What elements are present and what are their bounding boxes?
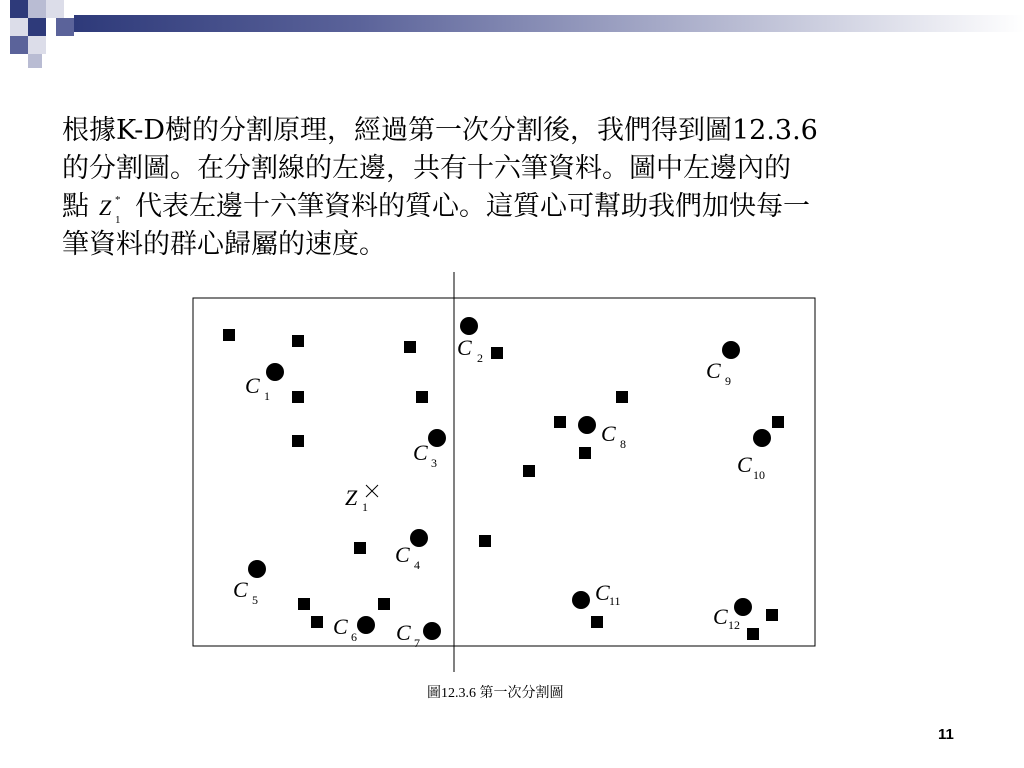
- data-point: [772, 416, 784, 428]
- paragraph-line-4: 筆資料的群心歸屬的速度。: [62, 229, 386, 260]
- center-label-c4-letter: C: [395, 542, 410, 567]
- centroid-symbol-letter: Z: [99, 195, 112, 220]
- centroid-cross-icon: [366, 485, 378, 497]
- centroid-symbol-sub: 1: [115, 214, 121, 226]
- cluster-center-c10: [753, 429, 771, 447]
- center-label-c11-sub: 11: [609, 594, 621, 608]
- data-point: [292, 435, 304, 447]
- data-point: [311, 616, 323, 628]
- center-label-c1-sub: 1: [264, 389, 270, 403]
- center-label-c8-letter: C: [601, 421, 616, 446]
- data-point: [223, 329, 235, 341]
- data-point: [523, 465, 535, 477]
- center-label-c4-sub: 4: [414, 558, 420, 572]
- data-point: [554, 416, 566, 428]
- data-point: [354, 542, 366, 554]
- centroid-label-letter: Z: [345, 485, 358, 510]
- data-point: [416, 391, 428, 403]
- center-label-c6-letter: C: [333, 614, 348, 639]
- cluster-center-c5: [248, 560, 266, 578]
- cluster-center-c8: [578, 416, 596, 434]
- data-point: [292, 335, 304, 347]
- center-label-c5-sub: 5: [252, 593, 258, 607]
- center-label-c9-sub: 9: [725, 374, 731, 388]
- center-label-c3-letter: C: [413, 440, 428, 465]
- center-label-c7-sub: 7: [414, 636, 420, 650]
- cluster-center-c11: [572, 591, 590, 609]
- cluster-center-c6: [357, 616, 375, 634]
- center-label-c2-sub: 2: [477, 351, 483, 365]
- center-label-c12-sub: 12: [728, 618, 740, 632]
- data-point: [378, 598, 390, 610]
- data-point: [579, 447, 591, 459]
- page-number: 11: [938, 726, 954, 743]
- center-label-c3-sub: 3: [431, 456, 437, 470]
- data-point: [292, 391, 304, 403]
- cluster-center-c9: [722, 341, 740, 359]
- data-point: [591, 616, 603, 628]
- paragraph-line-3-end: 代表左邊十六筆資料的質心。這質心可幫助我們加快每一: [135, 191, 810, 222]
- cluster-center-c4: [410, 529, 428, 547]
- center-label-c12-letter: C: [713, 604, 728, 629]
- center-label-c5-letter: C: [233, 577, 248, 602]
- cluster-center-c12: [734, 598, 752, 616]
- centroid-symbol-sup: *: [115, 194, 121, 206]
- center-label-c2-letter: C: [457, 335, 472, 360]
- center-label-c1-letter: C: [245, 373, 260, 398]
- paragraph-line-3-start: 點: [62, 191, 89, 222]
- data-point: [491, 347, 503, 359]
- center-label-c11-letter: C: [595, 580, 610, 605]
- center-label-c7-letter: C: [396, 620, 411, 645]
- data-point: [298, 598, 310, 610]
- figure-frame: [193, 298, 815, 646]
- figure-caption: 圖12.3.6 第一次分割圖: [427, 686, 564, 701]
- data-point: [616, 391, 628, 403]
- center-label-c10-letter: C: [737, 452, 752, 477]
- center-label-c9-letter: C: [706, 358, 721, 383]
- centroid-label-sub: 1: [362, 500, 368, 514]
- data-point: [404, 341, 416, 353]
- data-point: [479, 535, 491, 547]
- paragraph-line-1: 根據K-D樹的分割原理，經過第一次分割後，我們得到圖12.3.6: [62, 115, 818, 146]
- data-point: [747, 628, 759, 640]
- center-label-c10-sub: 10: [753, 468, 765, 482]
- center-label-c8-sub: 8: [620, 437, 626, 451]
- cluster-center-c1: [266, 363, 284, 381]
- center-label-c6-sub: 6: [351, 630, 357, 644]
- cluster-center-c2: [460, 317, 478, 335]
- cluster-center-c7: [423, 622, 441, 640]
- cluster-center-c3: [428, 429, 446, 447]
- paragraph-line-2: 的分割圖。在分割線的左邊，共有十六筆資料。圖中左邊內的: [62, 153, 791, 184]
- data-point: [766, 609, 778, 621]
